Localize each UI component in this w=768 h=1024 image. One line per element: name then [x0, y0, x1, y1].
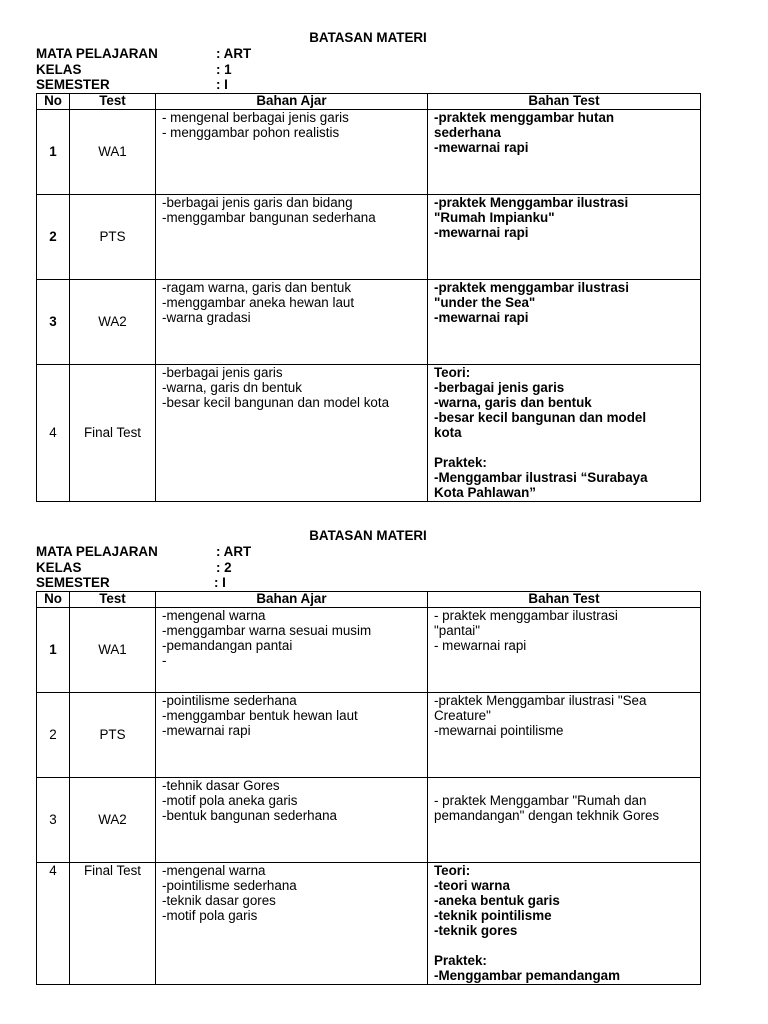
bahan-ajar-line: -bentuk bangunan sederhana	[162, 807, 337, 823]
header-bahan-ajar: Bahan Ajar	[156, 93, 428, 109]
bahan-test-line: -mewarnai rapi	[434, 139, 529, 155]
bahan-test-line: -teknik pointilisme	[434, 907, 552, 923]
meta-row-semester	[36, 575, 700, 591]
row-test: Final Test	[70, 364, 156, 501]
row-bahan-ajar	[156, 279, 428, 364]
bahan-test-line: Praktek:	[434, 454, 487, 470]
table-row	[37, 777, 701, 862]
meta-row-kelas	[36, 560, 700, 576]
row-no: 4	[37, 862, 70, 984]
row-bahan-test	[428, 862, 701, 984]
row-bahan-ajar	[156, 607, 428, 692]
bahan-test-line: -Menggambar pemandangam	[434, 967, 621, 983]
row-test: WA2	[70, 777, 156, 862]
row-no: 3	[37, 279, 70, 364]
meta-label: KELAS	[36, 61, 82, 77]
table-row	[37, 607, 701, 692]
blank-line	[434, 440, 694, 455]
row-bahan-test	[428, 607, 701, 692]
bahan-test-line: -mewarnai rapi	[434, 309, 529, 325]
row-test: Final Test	[70, 862, 156, 984]
row-test: PTS	[70, 194, 156, 279]
row-bahan-test	[428, 109, 701, 194]
header-test: Test	[70, 591, 156, 607]
bahan-test-line: -aneka bentuk garis	[434, 892, 560, 908]
bahan-ajar-line: -pointilisme sederhana	[162, 692, 297, 708]
row-no: 4	[37, 364, 70, 501]
bahan-test-line: Creature"	[434, 707, 491, 723]
bahan-test-line: -praktek Menggambar ilustrasi	[434, 194, 629, 210]
materi-table	[36, 591, 701, 985]
bahan-test-line: sederhana	[434, 124, 501, 140]
meta-value: : ART	[216, 46, 252, 61]
row-bahan-ajar	[156, 364, 428, 501]
meta-label: MATA PELAJARAN	[36, 544, 158, 559]
bahan-test-line: -praktek Menggambar ilustrasi "Sea	[434, 692, 647, 708]
bahan-ajar-line: -mengenal warna	[162, 607, 266, 623]
bahan-test-line: -teori warna	[434, 877, 510, 893]
bahan-test-line: -mewarnai rapi	[434, 224, 529, 240]
bahan-test-line: -berbagai jenis garis	[434, 379, 565, 395]
table-row	[37, 862, 701, 984]
row-no: 2	[37, 692, 70, 777]
bahan-ajar-line: -berbagai jenis garis	[162, 364, 283, 380]
table-row	[37, 109, 701, 194]
bahan-ajar-line: -tehnik dasar Gores	[162, 777, 280, 793]
bahan-ajar-line: -menggambar bentuk hewan laut	[162, 707, 358, 723]
bahan-test-line: -warna, garis dan bentuk	[434, 394, 592, 410]
bahan-ajar-line: -warna, garis dn bentuk	[162, 379, 302, 395]
bahan-ajar-line: -motif pola garis	[162, 907, 258, 923]
bahan-ajar-line: -mewarnai rapi	[162, 722, 251, 738]
table-row	[37, 692, 701, 777]
meta-value: : I	[216, 77, 228, 92]
bahan-ajar-line: -pointilisme sederhana	[162, 877, 297, 893]
bahan-ajar-line: - mengenal berbagai jenis garis	[162, 109, 349, 125]
section-title: BATASAN MATERI	[309, 30, 427, 45]
bahan-test-line: pemandangan" dengan tekhnik Gores	[434, 807, 660, 823]
meta-row-kelas	[36, 62, 700, 78]
bahan-ajar-line: - menggambar pohon realistis	[162, 124, 340, 140]
bahan-ajar-line: -warna gradasi	[162, 309, 251, 325]
row-bahan-test	[428, 692, 701, 777]
bahan-test-line: -mewarnai pointilisme	[434, 722, 564, 738]
section-title: BATASAN MATERI	[309, 528, 427, 543]
table-header-row	[37, 93, 701, 109]
bahan-ajar-line: -menggambar warna sesuai musim	[162, 622, 372, 638]
table-row	[37, 279, 701, 364]
bahan-test-line: -teknik gores	[434, 922, 518, 938]
header-bahan-test: Bahan Test	[428, 591, 701, 607]
meta-label: KELAS	[36, 559, 82, 575]
section-kelas-2	[36, 528, 700, 985]
row-no: 3	[37, 777, 70, 862]
bahan-ajar-line: -menggambar aneka hewan laut	[162, 294, 355, 310]
bahan-test-line: - praktek menggambar ilustrasi	[434, 607, 618, 623]
row-no: 1	[37, 109, 70, 194]
bahan-test-line: "Rumah Impianku"	[434, 209, 555, 225]
row-bahan-test	[428, 279, 701, 364]
bahan-ajar-line: -ragam warna, garis dan bentuk	[162, 279, 352, 295]
bahan-test-line: Praktek:	[434, 952, 487, 968]
meta-value: : ART	[216, 544, 252, 559]
header-no: No	[37, 591, 70, 607]
materi-table	[36, 93, 701, 502]
table-row	[37, 194, 701, 279]
bahan-ajar-line: -	[162, 652, 167, 668]
header-bahan-test: Bahan Test	[428, 93, 701, 109]
header-bahan-ajar: Bahan Ajar	[156, 591, 428, 607]
row-test: WA1	[70, 607, 156, 692]
bahan-test-line: - praktek Menggambar "Rumah dan	[434, 792, 647, 808]
bahan-test-line: Teori:	[434, 364, 471, 380]
row-test: WA1	[70, 109, 156, 194]
header-test: Test	[70, 93, 156, 109]
bahan-ajar-line: -mengenal warna	[162, 862, 266, 878]
row-test: PTS	[70, 692, 156, 777]
row-bahan-ajar	[156, 862, 428, 984]
row-bahan-ajar	[156, 194, 428, 279]
meta-label: MATA PELAJARAN	[36, 46, 158, 61]
bahan-test-line: -besar kecil bangunan dan model	[434, 409, 647, 425]
bahan-test-line: "pantai"	[434, 622, 480, 638]
bahan-test-line: "under the Sea"	[434, 294, 536, 310]
bahan-ajar-line: -pemandangan pantai	[162, 637, 293, 653]
bahan-ajar-line: -besar kecil bangunan dan model kota	[162, 394, 390, 410]
meta-row-mata-pelajaran	[36, 46, 700, 62]
row-bahan-test	[428, 777, 701, 862]
bahan-test-line: - mewarnai rapi	[434, 637, 527, 653]
bahan-test-line: -praktek menggambar ilustrasi	[434, 279, 629, 295]
blank-line	[434, 938, 694, 953]
row-test: WA2	[70, 279, 156, 364]
row-bahan-ajar	[156, 692, 428, 777]
bahan-ajar-line: -motif pola aneka garis	[162, 792, 298, 808]
row-no: 1	[37, 607, 70, 692]
table-row	[37, 364, 701, 501]
blank-line	[434, 778, 694, 793]
bahan-test-line: Kota Pahlawan”	[434, 484, 536, 500]
meta-value: : I	[214, 575, 226, 590]
meta-row-semester	[36, 77, 700, 93]
meta-value: : 1	[216, 61, 232, 77]
row-bahan-ajar	[156, 109, 428, 194]
bahan-test-line: Teori:	[434, 862, 471, 878]
section-kelas-1	[36, 30, 700, 502]
row-no: 2	[37, 194, 70, 279]
bahan-ajar-line: -teknik dasar gores	[162, 892, 276, 908]
bahan-test-line: -Menggambar ilustrasi “Surabaya	[434, 469, 648, 485]
bahan-ajar-line: -menggambar bangunan sederhana	[162, 209, 376, 225]
meta-label: SEMESTER	[36, 575, 110, 590]
row-bahan-test	[428, 194, 701, 279]
bahan-test-line: -praktek menggambar hutan	[434, 109, 615, 125]
bahan-ajar-line: -berbagai jenis garis dan bidang	[162, 194, 353, 210]
table-header-row	[37, 591, 701, 607]
bahan-test-line: kota	[434, 424, 462, 440]
row-bahan-test	[428, 364, 701, 501]
row-bahan-ajar	[156, 777, 428, 862]
meta-label: SEMESTER	[36, 77, 110, 92]
meta-row-mata-pelajaran	[36, 544, 700, 560]
meta-value: : 2	[216, 559, 232, 575]
header-no: No	[37, 93, 70, 109]
